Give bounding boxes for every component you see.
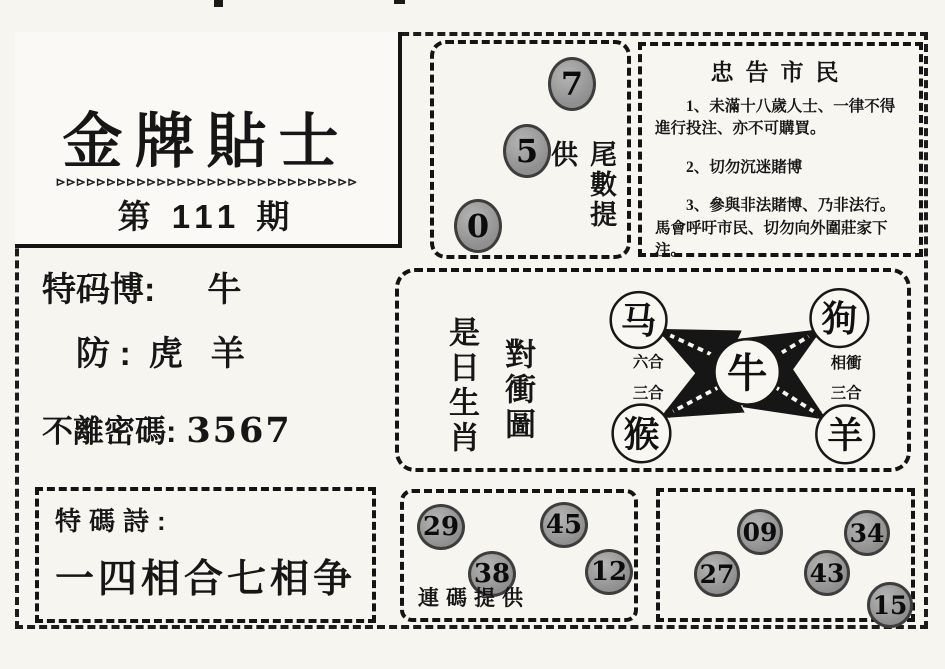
title-block <box>15 32 402 248</box>
secret-code-label: 不離密碼: <box>42 414 177 449</box>
zodiac-heading-primary: 是日生肖 <box>444 316 479 456</box>
poem-title: 特碼詩: <box>55 506 174 536</box>
number-ball <box>694 551 740 597</box>
page-title: 金牌貼士 <box>62 108 351 175</box>
scan-artifact <box>394 0 405 4</box>
number-ball <box>454 199 502 253</box>
extra-number: 27 <box>699 559 735 589</box>
zodiac-animal-dog: 狗 <box>821 299 858 340</box>
issue-number: 第 111 期 <box>117 198 296 235</box>
advice-item: 2、切勿沉迷賭博 <box>686 158 803 176</box>
tail-number: 7 <box>560 65 584 103</box>
special-bet-label: 特码博: <box>42 271 156 309</box>
linked-numbers-label: 連碼提供 <box>418 586 530 610</box>
poem-box <box>35 487 376 623</box>
zodiac-diagram <box>399 272 907 468</box>
number-ball <box>417 504 465 550</box>
special-bet-row <box>42 262 241 311</box>
zodiac-animal-monkey: 猴 <box>623 414 660 455</box>
guard-value: 虎羊 <box>148 335 273 373</box>
citizen-advice-box <box>638 42 923 260</box>
extra-numbers-box <box>656 488 915 622</box>
linked-number: 38 <box>473 559 511 589</box>
advice-item: 1、未滿十八歲人士、一律不得進行投注、亦不可購買。 <box>655 98 896 138</box>
linked-number: 12 <box>590 557 628 587</box>
scan-artifact <box>214 0 223 7</box>
extra-number: 09 <box>742 517 778 547</box>
zodiac-animal-sheep: 羊 <box>827 415 863 456</box>
extra-number: 43 <box>809 558 845 588</box>
guard-row <box>76 326 273 375</box>
number-ball <box>804 550 850 596</box>
zodiac-animal-horse: 马 <box>620 301 657 341</box>
relation-label-sanhe-left: 三合 <box>632 384 664 402</box>
tail-numbers-label: 尾數提供 <box>547 140 616 230</box>
tail-number: 0 <box>466 207 490 245</box>
relation-label-xiangchong: 相衝 <box>830 355 862 373</box>
number-ball <box>844 510 890 556</box>
number-ball <box>540 502 588 548</box>
extra-number: 15 <box>872 590 908 620</box>
linked-number: 29 <box>422 512 460 542</box>
tail-number: 5 <box>515 132 539 170</box>
guard-label: 防 : <box>76 335 131 373</box>
linked-number: 45 <box>545 510 583 540</box>
zodiac-clash-box <box>395 268 911 472</box>
secret-code-row <box>42 406 292 451</box>
extra-number: 34 <box>849 518 885 548</box>
number-ball <box>737 509 783 555</box>
tail-numbers-box <box>430 40 631 259</box>
poem-text: 一四相合七相争 <box>55 556 357 602</box>
zodiac-animal-ox: 牛 <box>726 349 768 396</box>
number-ball <box>585 549 633 595</box>
special-bet-value: 牛 <box>207 271 242 309</box>
advice-title: 忠告市民 <box>710 60 851 85</box>
relation-label-liuhe: 六合 <box>632 354 664 372</box>
advice-item: 3、參與非法賭博、乃非法行。馬會呼吁市民、切勿向外圍莊家下注。 <box>655 197 896 260</box>
linked-numbers-box <box>400 489 638 622</box>
relation-label-sanhe-right: 三合 <box>830 384 862 402</box>
secret-code-value: 3567 <box>186 410 292 451</box>
zodiac-heading-secondary: 對衝圖 <box>500 338 535 443</box>
number-ball <box>867 582 913 628</box>
number-ball <box>548 57 596 111</box>
arrow-decoration-row: ⊳⊳⊳⊳⊳⊳⊳⊳⊳⊳⊳⊳⊳⊳⊳⊳⊳⊳⊳⊳⊳⊳⊳⊳⊳⊳⊳⊳⊳⊳ <box>55 175 358 189</box>
